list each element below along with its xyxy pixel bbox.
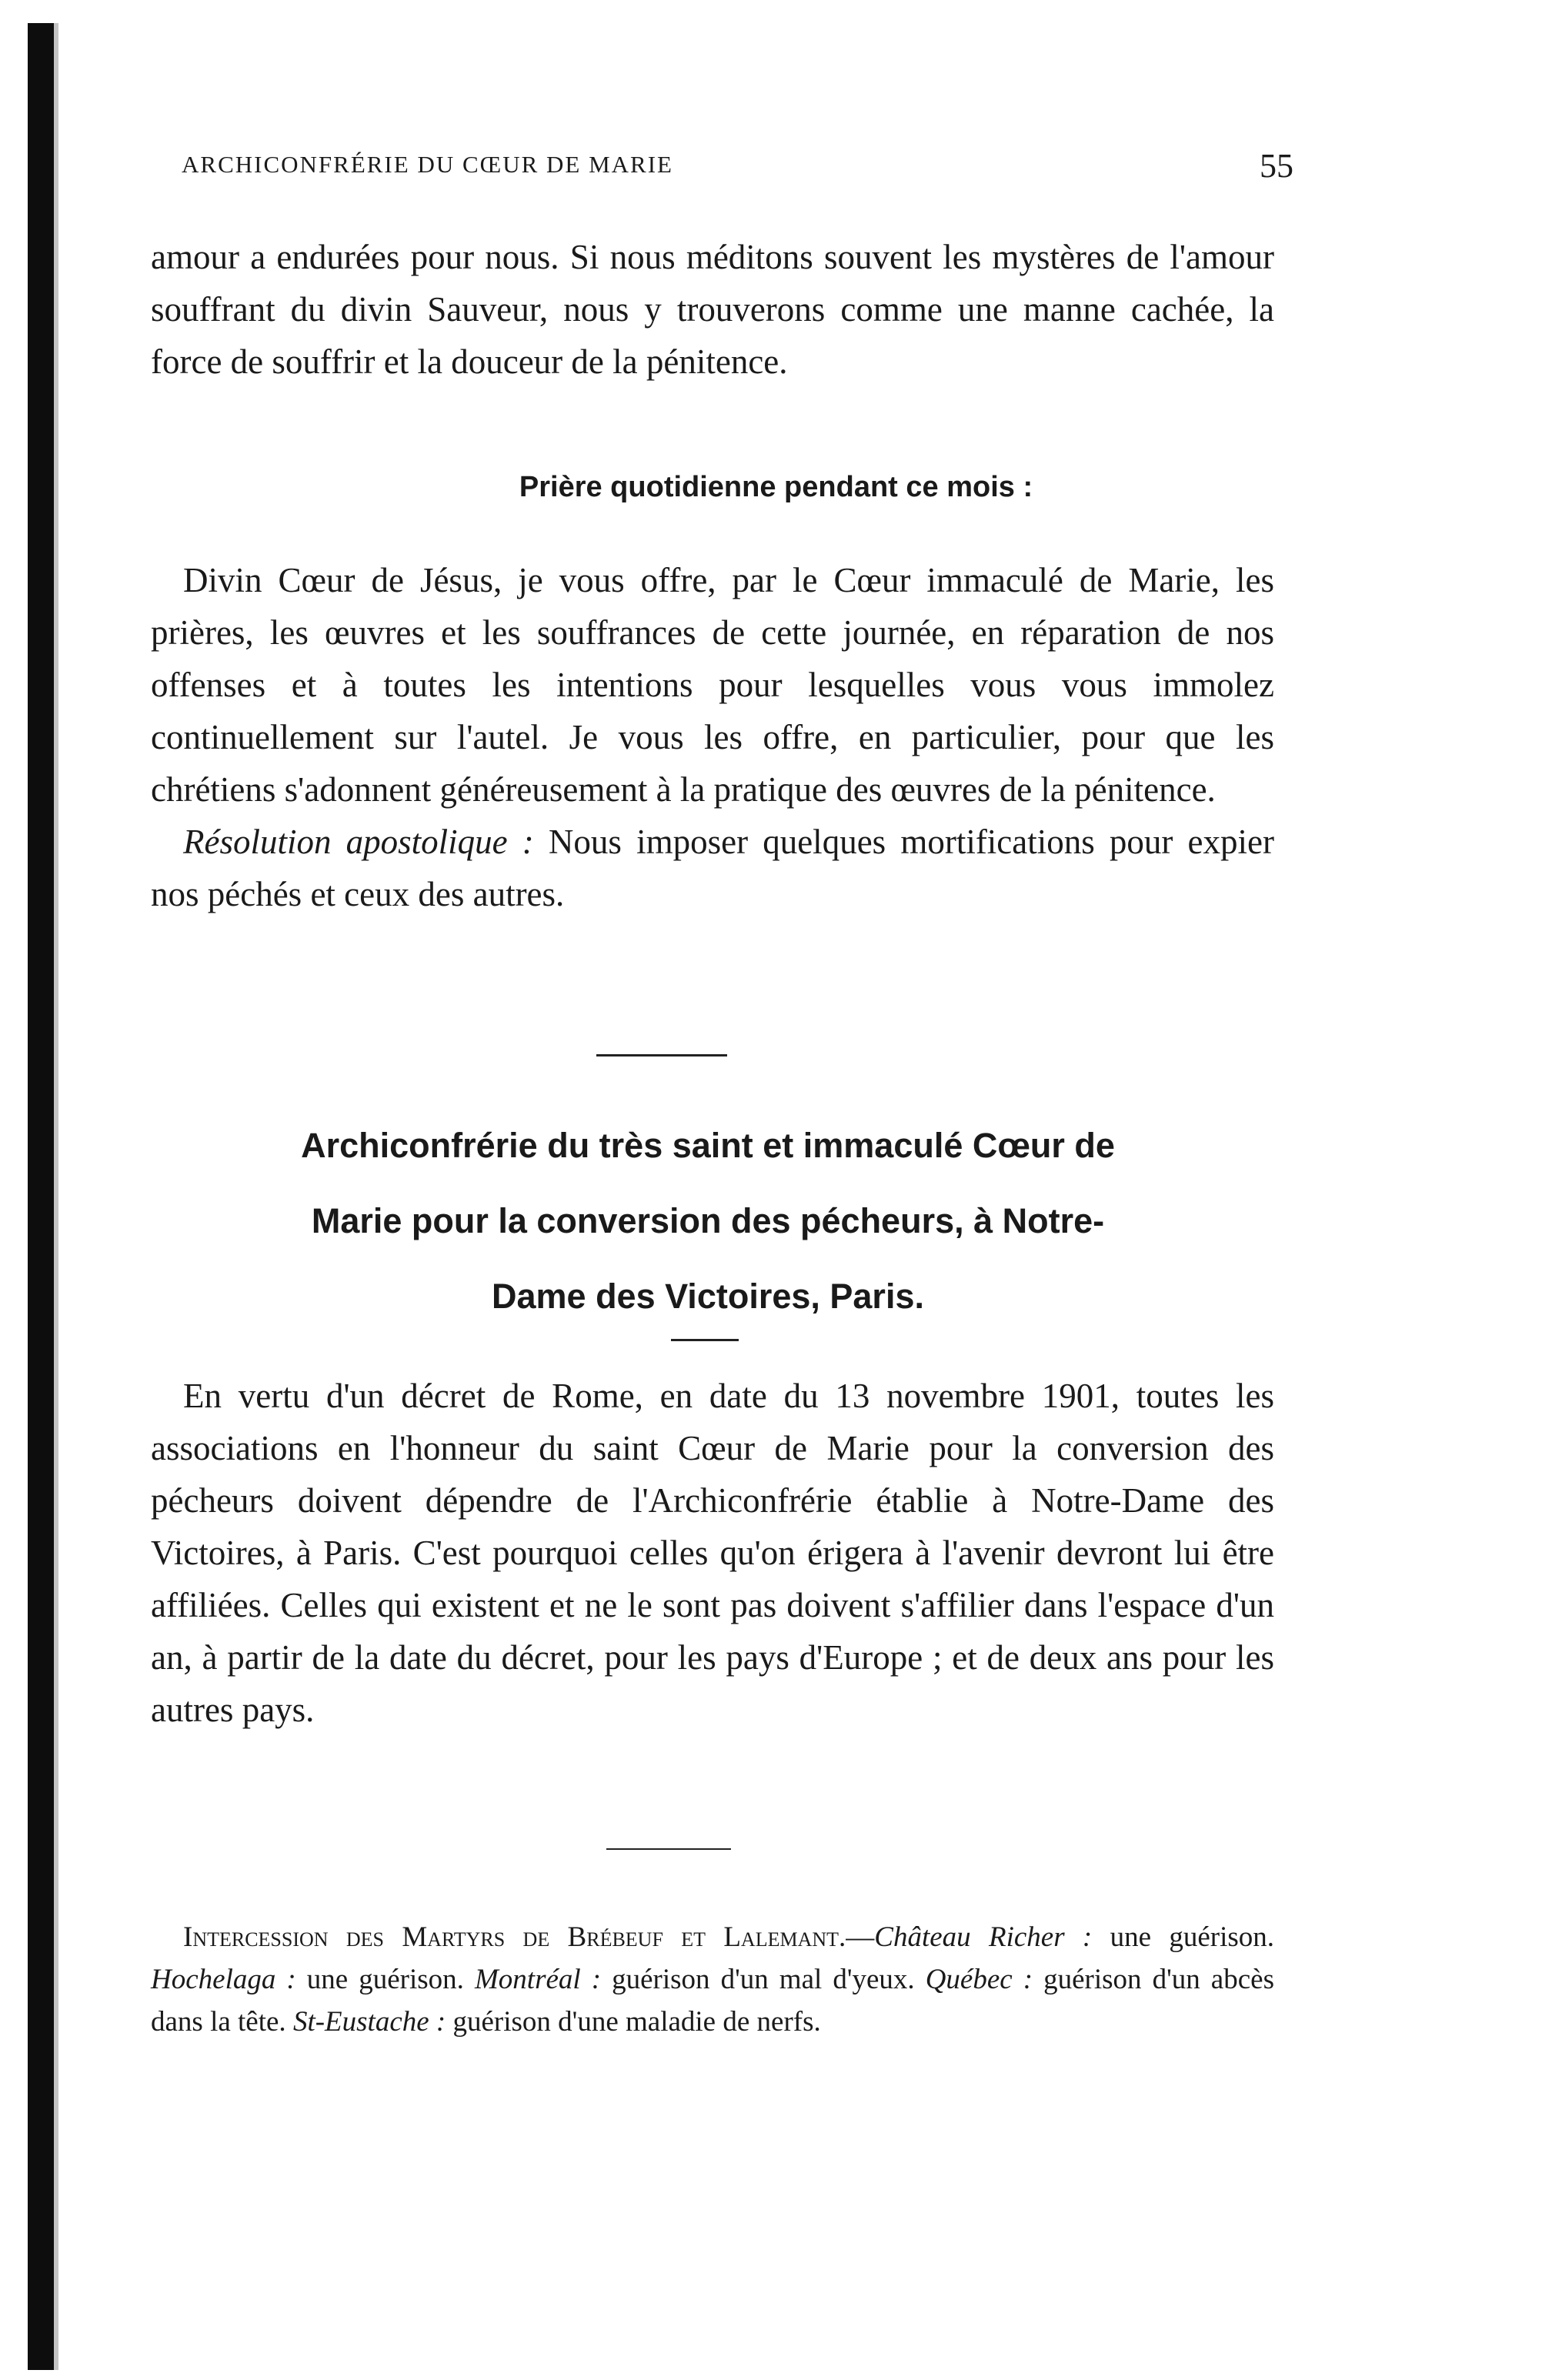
prayer-text: Divin Cœur de Jésus, je vous offre, par le Cœur immaculé de Marie, les prières, les œuvres et les souffrances de cette journée, en réparation de nos offenses et à toutes les intentions pour lesquelles vous vous immolez continuellement sur l'autel. Je vous les offre, en particulier, pour que les chrétiens s'adonnent généreusement à la pratique des œuvres de la pénitence.: [151, 561, 1274, 809]
running-title: ARCHICONFRÉRIE DU CŒUR DE MARIE: [182, 151, 673, 178]
footnote-place: Québec :: [925, 1964, 1033, 1995]
resolution-text: Nous imposer quelques mortifications pour expier nos péchés et ceux des autres.: [151, 823, 1274, 913]
intro-paragraph: amour a endurées pour nous. Si nous méditons souvent les mystères de l'amour souffrant du divin Sauveur, nous y trouverons comme une manne cachée, la force de souffrir et la douceur de la pénitence.: [151, 238, 1274, 381]
footnote-dash: —: [846, 1921, 875, 1953]
footnote-text: guérison d'un abcès dans la tête.: [151, 1964, 1274, 2038]
section-title-line: Archiconfrérie du très saint et immaculé Cœur de: [301, 1126, 1115, 1165]
footnote-heading: Intercession des Martyrs de Brébeuf et Lalemant.: [183, 1921, 846, 1953]
footnote-place: St-Eustache :: [292, 2006, 446, 2038]
resolution-label: Résolution apostolique :: [183, 823, 534, 861]
footnote: [151, 1916, 1274, 2043]
binding-shadow: [54, 23, 58, 2370]
title-underline: [671, 1339, 739, 1341]
section-title-line: Dame des Victoires, Paris.: [492, 1277, 924, 1316]
footnote-place: Hochelaga :: [151, 1964, 296, 1995]
section-body: En vertu d'un décret de Rome, en date du 13 novembre 1901, toutes les associations en l'honneur du saint Cœur de Marie pour la conversion des pécheurs doivent dépendre de l'Archiconfrérie établie à Notre-Dame des Victoires, à Paris. C'est pourquoi celles qu'on érigera à l'avenir devront lui être affiliées. Celles qui existent et ne le sont pas doivent s'affilier dans l'espace d'un an, à partir de la date du décret, pour les pays d'Europe ; et de deux ans pour les autres pays.: [151, 1377, 1274, 1729]
section-title: [139, 1108, 1277, 1334]
footnote-place: Montréal :: [474, 1964, 602, 1995]
footnote-divider: [606, 1848, 731, 1850]
binding-edge: [28, 23, 54, 2370]
prayer-section: [151, 554, 1274, 920]
footnote-text: une guérison.: [295, 1964, 475, 1995]
footnote-text: une guérison.: [1092, 1921, 1274, 1953]
footnote-text: guérison d'une maladie de nerfs.: [446, 2006, 821, 2038]
section-divider: [596, 1054, 727, 1056]
resolution-paragraph: [151, 816, 1274, 920]
page-number: 55: [1260, 147, 1293, 185]
prayer-heading: Prière quotidienne pendant ce mois :: [519, 471, 1033, 503]
page-header: [182, 147, 1293, 197]
section-title-line: Marie pour la conversion des pécheurs, à Notre-: [311, 1201, 1105, 1240]
footnote-text: guérison d'un mal d'yeux.: [601, 1964, 926, 1995]
footnote-place: Château Richer :: [874, 1921, 1093, 1953]
